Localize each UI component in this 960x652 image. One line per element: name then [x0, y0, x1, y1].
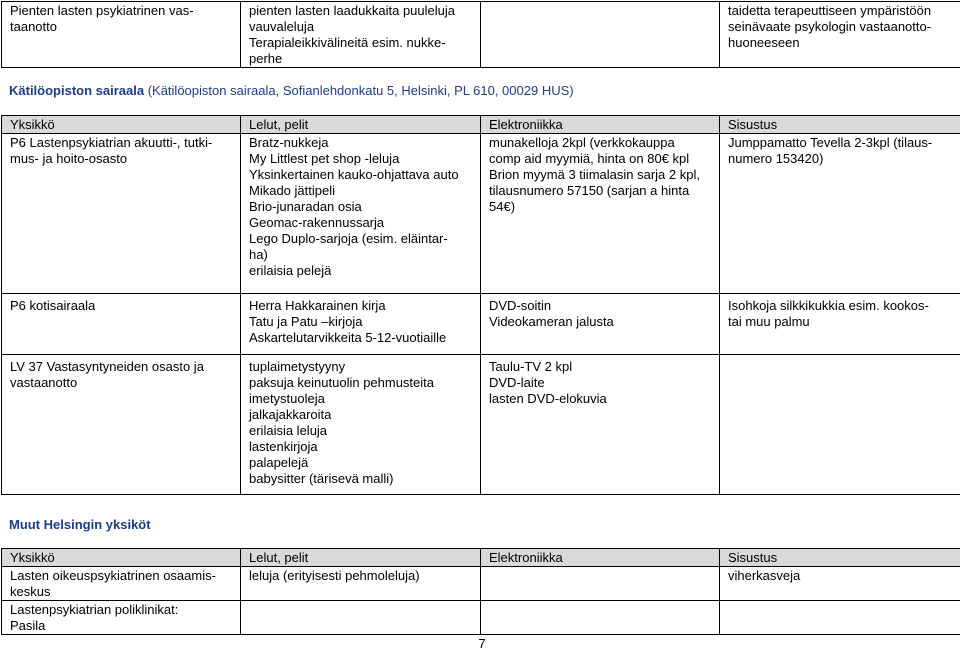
top-electronics-cell [481, 2, 720, 68]
list-item: tai muu palmu [728, 314, 810, 329]
top-interior-cell: taidetta terapeuttiseen ympäristöön seinävaate psykologin vastaanotto- huoneeseen [720, 2, 960, 68]
list-item: DVD-laite [489, 375, 545, 390]
list-item: munakelloja 2kpl (verkkokauppa [489, 135, 675, 150]
list-item: Taulu-TV 2 kpl [489, 359, 573, 374]
list-item: tuplaimetystyyny [249, 359, 346, 374]
section2-table [1, 548, 960, 635]
page-number: 7 [478, 636, 486, 651]
list-item: lasten DVD-elokuvia [489, 391, 607, 406]
table-row [2, 355, 960, 495]
section2-title: Muut Helsingin yksiköt [9, 517, 151, 532]
header-toys: Lelut, pelit [241, 116, 481, 134]
list-item: babysitter (tärisevä malli) [249, 471, 394, 486]
header-interior: Sisustus [720, 549, 960, 567]
table-row [2, 601, 960, 635]
toys-cell [241, 355, 481, 495]
list-item: Tatu ja Patu –kirjoja [249, 314, 363, 329]
unit-cell: P6 Lastenpsykiatrian akuutti-, tutki- mus- ja hoito-osasto [2, 134, 241, 294]
top-table [1, 1, 960, 68]
electronics-cell [481, 601, 720, 635]
list-item: tilausnumero 57150 (sarjan a hinta [489, 183, 690, 198]
unit-cell: Lastenpsykiatrian poliklinikat: Pasila [2, 601, 241, 635]
list-item: perhe [249, 51, 283, 66]
electronics-cell [481, 134, 720, 294]
header-electronics: Elektroniikka [481, 116, 720, 134]
list-item: Videokameran jalusta [489, 314, 614, 329]
table-row [2, 567, 960, 601]
electronics-cell [481, 355, 720, 495]
list-item: My Littlest pet shop -leluja [249, 151, 400, 166]
header-unit: Yksikkö [2, 549, 241, 567]
list-item: pienten lasten laadukkaita puuleluja [249, 3, 455, 18]
list-item: Brion myymä 3 tiimalasin sarja 2 kpl, [489, 167, 700, 182]
main-table [1, 115, 960, 495]
table-row [2, 294, 960, 355]
header-electronics: Elektroniikka [481, 549, 720, 567]
list-item: erilaisia leluja [249, 423, 328, 438]
hospital-address: (Kätilöopiston sairaala, Sofianlehdonkatu 5, Helsinki, PL 610, 00029 HUS) [144, 83, 574, 98]
list-item: Bratz-nukkeja [249, 135, 329, 150]
interior-cell [720, 294, 960, 355]
list-item: Jumppamatto Tevella 2-3kpl (tilaus- [728, 135, 933, 150]
electronics-cell [481, 294, 720, 355]
list-item: jalkajakkaroita [249, 407, 332, 422]
toys-cell [241, 134, 481, 294]
list-item: Geomac-rakennussarja [249, 215, 385, 230]
list-item: numero 153420) [728, 151, 824, 166]
interior-cell: viherkasveja [720, 567, 960, 601]
unit-cell: Lasten oikeuspsykiatrinen osaamis- keskus [2, 567, 241, 601]
interior-cell [720, 134, 960, 294]
toys-cell [241, 294, 481, 355]
list-item: Herra Hakkarainen kirja [249, 298, 386, 313]
list-item: palapelejä [249, 455, 309, 470]
hospital-heading [9, 83, 574, 99]
list-item: Mikado jättipeli [249, 183, 335, 198]
list-item: Brio-junaradan osia [249, 199, 362, 214]
list-item: comp aid myymiä, hinta on 80€ kpl [489, 151, 690, 166]
list-item: imetystuoleja [249, 391, 325, 406]
electronics-cell [481, 567, 720, 601]
top-toys-cell [241, 2, 481, 68]
list-item: Isohkoja silkkikukkia esim. kookos- [728, 298, 929, 313]
header-toys: Lelut, pelit [241, 549, 481, 567]
list-item: Yksinkertainen kauko-ohjattava auto [249, 167, 459, 182]
hospital-name: Kätilöopiston sairaala [9, 83, 145, 98]
list-item: paksuja keinutuolin pehmusteita [249, 375, 435, 390]
header-interior: Sisustus [720, 116, 960, 134]
list-item: Askartelutarvikkeita 5-12-vuotiaille [249, 330, 447, 345]
list-item: Terapialeikkivälineitä esim. nukke- [249, 35, 446, 50]
list-item: Lego Duplo-sarjoja (esim. eläintar- [249, 231, 448, 246]
toys-cell [241, 601, 481, 635]
list-item: lastenkirjoja [249, 439, 318, 454]
unit-cell: LV 37 Vastasyntyneiden osasto ja vastaanotto [2, 355, 241, 495]
toys-cell: leluja (erityisesti pehmoleluja) [241, 567, 481, 601]
list-item: vauvaleluja [249, 19, 315, 34]
unit-cell: P6 kotisairaala [2, 294, 241, 355]
header-unit: Yksikkö [2, 116, 241, 134]
top-unit-cell: Pienten lasten psykiatrinen vas- taanotto [2, 2, 241, 68]
interior-cell [720, 601, 960, 635]
list-item: DVD-soitin [489, 298, 552, 313]
list-item: 54€) [489, 199, 516, 214]
list-item: erilaisia pelejä [249, 263, 332, 278]
table-row [2, 134, 960, 294]
list-item: ha) [249, 247, 268, 262]
interior-cell [720, 355, 960, 495]
